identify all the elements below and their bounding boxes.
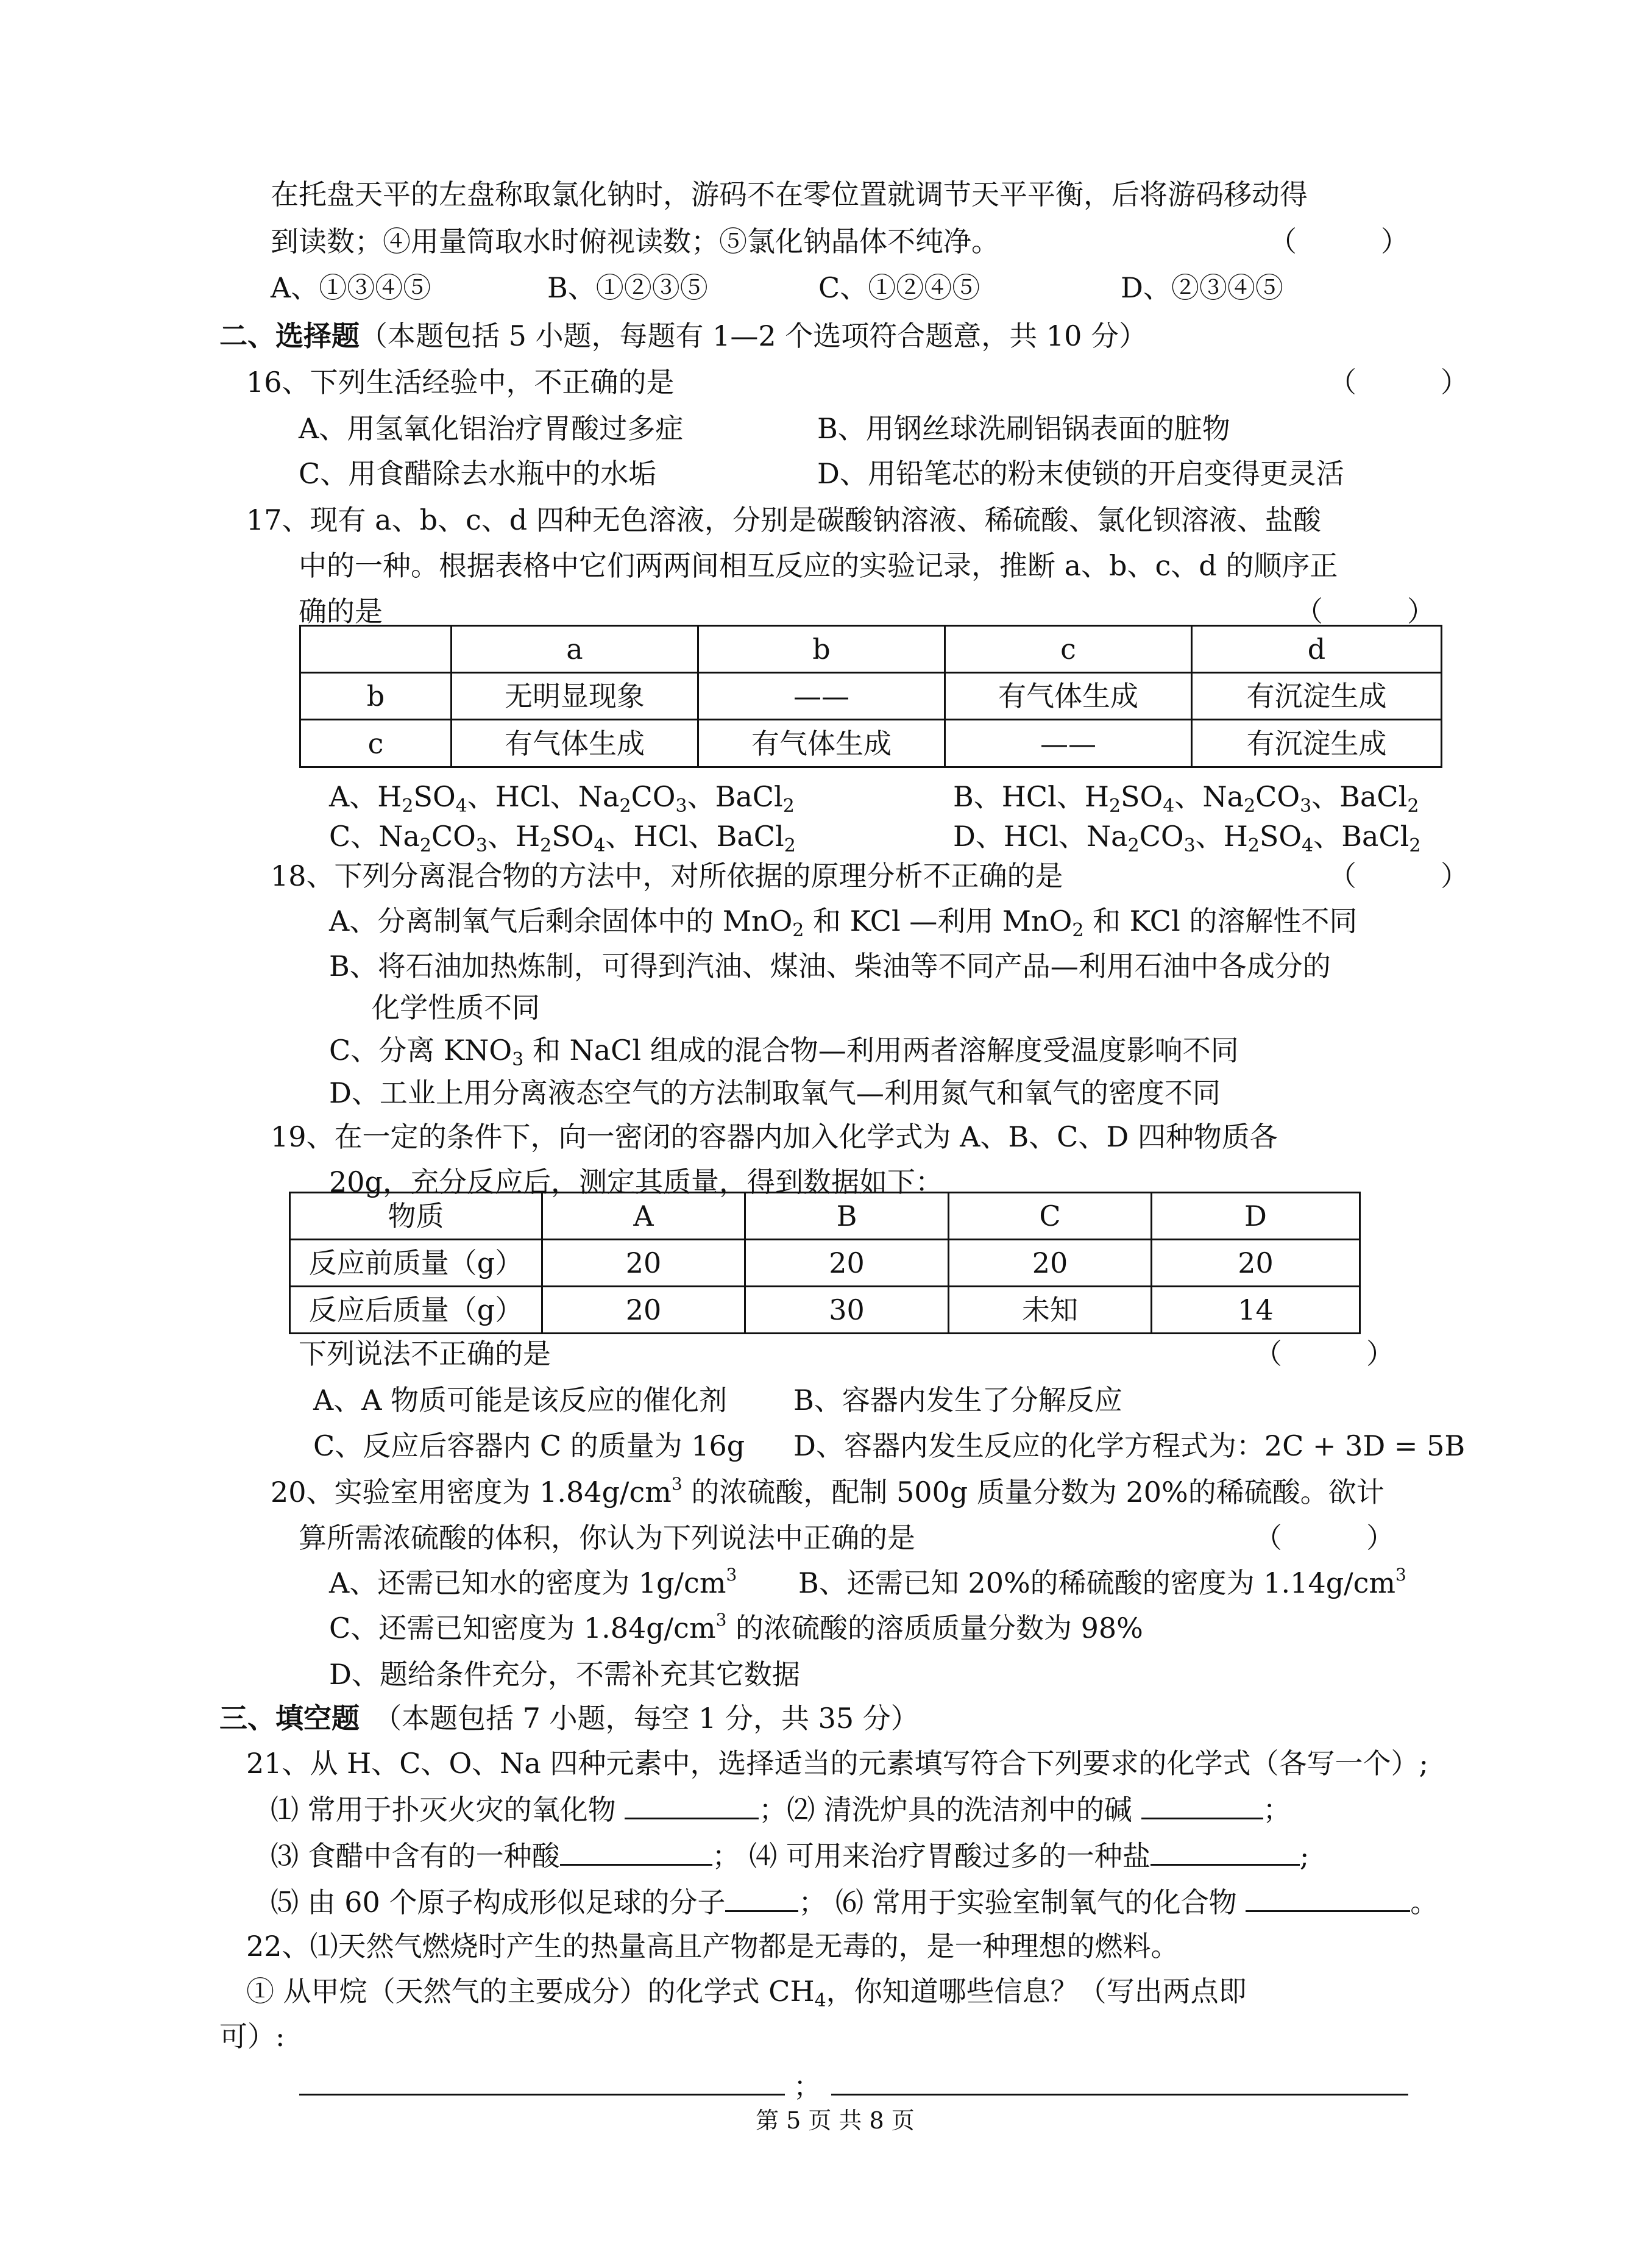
q15-option-c: C、①②④⑤ [818,271,980,304]
section-3-title: 三、填空题 [219,1702,360,1735]
q21-row1 [271,1794,1291,1824]
q22-stem-line1: 22、⑴天然气燃烧时产生的热量高且产物都是无毒的，是一种理想的燃料。 [246,1930,1179,1963]
q16-option-b: B、用钢丝球洗刷铝锅表面的脏物 [817,412,1230,445]
table-cell: b [300,673,452,720]
q16-option-d: D、用铅笔芯的粉末使锁的开启变得更灵活 [817,457,1344,490]
table-cell: 20 [1152,1240,1360,1287]
q20-option-a: A、还需已知水的密度为 $1g/cm^3$ [329,1565,737,1599]
q22-answer-line-2[interactable] [831,2094,1408,2096]
q19-mass-table [289,1192,1361,1334]
q17-option-d: D、HCl、$Na_2CO_3$、$H_2SO_4$、BaCl$_2$ [953,820,1421,856]
q18-option-c: C、分离 $KNO_3$ 和 NaCl 组成的混合物—利用两者溶解度受温度影响不同 [329,1034,1239,1070]
table-cell: 有气体生成 [452,720,698,767]
table-row [300,673,1442,720]
q20-option-d: D、题给条件充分，不需补充其它数据 [329,1658,800,1691]
table-cell: D [1152,1193,1360,1240]
q21-row1-end: ； [1263,1793,1291,1826]
table-header-row [300,626,1442,673]
table-cell: 无明显现象 [452,673,698,720]
table-row [300,720,1442,767]
q21-blank3[interactable] [560,1841,712,1866]
q20-answer-paren: （ ） [1254,1521,1394,1554]
q21-item3-label: ⑶ 食醋中含有的一种酸 [271,1840,560,1872]
q18-option-b-line2: 化学性质不同 [372,991,540,1024]
q20-option-b: B、还需已知 20%的稀硫酸的密度为 $1.14g/cm^3$ [798,1565,1406,1599]
q21-row3 [271,1886,1439,1919]
q17-option-c: C、$Na_2CO_3$、$H_2SO_4$、HCl、BaCl$_2$ [329,820,796,856]
q21-blank1[interactable] [625,1794,759,1819]
q17-stem-line1: 17、现有 a、b、c、d 四种无色溶液，分别是碳酸钠溶液、稀硫酸、氯化钡溶液、盐酸 [246,503,1321,536]
q18-option-b-line1: B、将石油加热炼制，可得到汽油、煤油、柴油等不同产品—利用石油中各成分的 [329,950,1331,983]
table-cell: B [745,1193,949,1240]
q22-answer-line-1[interactable] [299,2094,785,2096]
table-header-row [290,1193,1360,1240]
table-cell: c [945,626,1192,673]
table-cell: 14 [1152,1287,1360,1334]
q16-option-c: C、用食醋除去水瓶中的水垢 [299,457,657,490]
q17-reaction-table [299,625,1442,768]
q21-item1-label: ⑴ 常用于扑灭火灾的氧化物 [271,1793,625,1826]
q17-stem-line2: 中的一种。根据表格中它们两两间相互反应的实验记录，推断 a、b、c、d 的顺序正 [299,549,1338,582]
q21-blank4[interactable] [1150,1841,1300,1866]
table-cell: 反应后质量（g） [290,1287,542,1334]
table-cell: a [452,626,698,673]
table-row [290,1287,1360,1334]
table-cell: 有沉淀生成 [1192,720,1442,767]
q20-stem-line2: 算所需浓硫酸的体积，你认为下列说法中正确的是 [299,1521,915,1554]
q20-option-c: C、还需已知密度为 $1.84g/cm^3$ 的浓硫酸的溶质质量分数为 98% [329,1610,1143,1644]
q21-item2-label: ；⑵ 清洗炉具的洗洁剂中的碱 [759,1793,1141,1826]
table-cell: 20 [542,1240,745,1287]
table-cell: 30 [745,1287,949,1334]
q18-option-a: A、分离制氧气后剩余固体中的 MnO$_2$ 和 KCl —利用 MnO$_2$ 和 KCl 的溶解性不同 [329,905,1358,941]
q15-text-line1: 在托盘天平的左盘称取氯化钠时，游码不在零位置就调节天平平衡，后将游码移动得 [271,178,1308,211]
table-cell: 有气体生成 [945,673,1192,720]
q17-answer-paren: （ ） [1295,595,1435,628]
q21-blank6[interactable] [1246,1887,1410,1912]
table-cell: 物质 [290,1193,542,1240]
q19-option-d: D、容器内发生反应的化学方程式为：2C + 3D = 5B [793,1429,1466,1462]
q22-answer-separator: ； [793,2070,821,2103]
q22-stem-line3: 可）: [219,2020,285,2053]
section-2-title: 二、选择题 [219,319,360,352]
q21-stem: 21、从 H、C、O、Na 四种元素中，选择适当的元素填写符合下列要求的化学式（各写一个）; [246,1747,1428,1780]
table-cell: 反应前质量（g） [290,1240,542,1287]
q16-stem: 16、下列生活经验中，不正确的是 [246,366,675,399]
q22-stem-line2: ① 从甲烷（天然气的主要成分）的化学式 $CH_4$，你知道哪些信息？（写出两点即 [246,1975,1247,2011]
table-cell: —— [945,720,1192,767]
section-2-heading [219,319,1147,352]
q21-row3-end: 。 [1410,1886,1439,1919]
q18-answer-paren: （ ） [1328,859,1469,892]
q15-text-line2: 到读数；④用量筒取水时俯视读数；⑤氯化钠晶体不纯净。 [271,225,999,258]
table-cell: 20 [745,1240,949,1287]
q20-stem-line1: 20、实验室用密度为 $1.84g/cm^3$ 的浓硫酸，配制 500g 质量分数为 20%的稀硫酸。欲计 [271,1474,1384,1509]
table-cell: c [300,720,452,767]
q15-option-b: B、①②③⑤ [547,271,708,304]
q21-blank5[interactable] [725,1887,798,1912]
section-3-heading [219,1702,919,1735]
table-cell [300,626,452,673]
q19-option-b: B、容器内发生了分解反应 [793,1384,1122,1417]
table-cell: b [698,626,945,673]
q19-stem-line2: 20g，充分反应后，测定其质量，得到数据如下： [329,1165,943,1198]
q17-stem-line3: 确的是 [299,595,383,628]
table-row [290,1240,1360,1287]
q15-option-d: D、②③④⑤ [1121,271,1283,304]
page-number-footer: 第 5 页 共 8 页 [756,2107,915,2134]
q19-answer-paren: （ ） [1254,1337,1394,1370]
table-cell: 有沉淀生成 [1192,673,1442,720]
q19-option-c: C、反应后容器内 C 的质量为 16g [313,1429,745,1462]
q16-answer-paren: （ ） [1328,366,1469,399]
q21-row2-end: ; [1299,1840,1310,1872]
q21-blank2[interactable] [1141,1794,1263,1819]
table-cell: 未知 [949,1287,1152,1334]
table-cell: 20 [542,1287,745,1334]
table-cell: 有气体生成 [698,720,945,767]
q16-option-a: A、用氢氧化铝治疗胃酸过多症 [299,412,684,445]
table-cell: C [949,1193,1152,1240]
q21-row2 [271,1841,1309,1870]
q19-option-a: A、A 物质可能是该反应的催化剂 [313,1384,728,1417]
q21-item5-label: ⑸ 由 60 个原子构成形似足球的分子 [271,1886,726,1919]
q15-option-a: A、①③④⑤ [271,271,431,304]
q21-item4-label: ； ⑷ 可用来治疗胃酸过多的一种盐 [712,1840,1150,1872]
q21-item6-label: ； ⑹ 常用于实验室制氧气的化合物 [798,1886,1246,1919]
q17-option-a: A、$H_2SO_4$、HCl、$Na_2CO_3$、BaCl$_2$ [329,780,795,817]
table-cell: —— [698,673,945,720]
q19-question: 下列说法不正确的是 [299,1337,551,1370]
section-2-description: （本题包括 5 小题，每题有 1—2 个选项符合题意，共 10 分） [360,319,1147,352]
table-cell: d [1192,626,1442,673]
table-cell: A [542,1193,745,1240]
q17-option-b: B、HCl、$H_2SO_4$、$Na_2CO_3$、BaCl$_2$ [953,780,1419,817]
q18-option-d: D、工业上用分离液态空气的方法制取氧气—利用氮气和氧气的密度不同 [329,1076,1221,1109]
q18-stem: 18、下列分离混合物的方法中，对所依据的原理分析不正确的是 [271,859,1063,892]
section-3-description: （本题包括 7 小题，每空 1 分，共 35 分） [360,1702,919,1735]
q15-answer-paren: （ ） [1269,225,1409,258]
q19-stem-line1: 19、在一定的条件下，向一密闭的容器内加入化学式为 A、B、C、D 四种物质各 [271,1120,1278,1153]
table-cell: 20 [949,1240,1152,1287]
